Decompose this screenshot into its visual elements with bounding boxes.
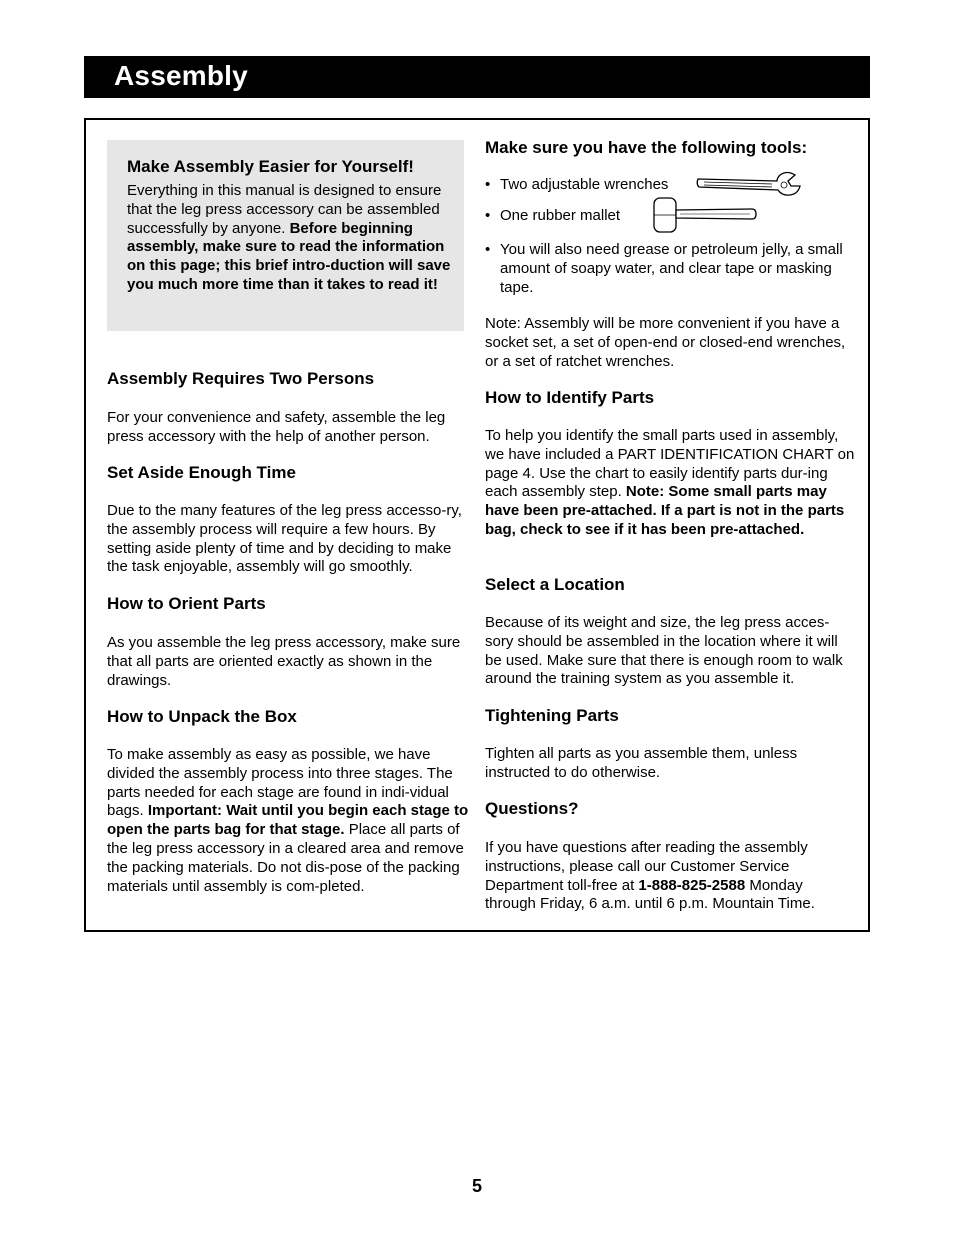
section-heading-two-persons: Assembly Requires Two Persons xyxy=(107,369,375,388)
section-text-unpack-box: To make assembly as easy as possible, we have divided the assembly process into three stages. The parts needed for each stage are found in indi-vidual bags. Important: Wait until you begin each stage to open the parts bag for that stage. Place all parts of the leg press accessory in a cleared area and remove the packing materials. Do not dis-pose of the packing materials until assembly is com-pleted. xyxy=(107,746,469,895)
section-text-orient-parts: As you assemble the leg press accessory, make sure that all parts are oriented exactly as shown in the drawings. xyxy=(107,634,461,689)
callout-title: Make Assembly Easier for Yourself! xyxy=(127,157,414,176)
page-number: 5 xyxy=(471,1176,482,1196)
tools-note: Note: Assembly will be more convenient if you have a socket set, a set of open-end or closed-end wrenches, or a set of ratchet wrenches. xyxy=(485,315,846,370)
section-heading-unpack-box: How to Unpack the Box xyxy=(107,707,297,726)
rubber-mallet-icon xyxy=(652,196,762,234)
tools-heading: Make sure you have the following tools: xyxy=(485,138,808,157)
section-heading-set-aside-time: Set Aside Enough Time xyxy=(107,463,296,482)
section-text-tightening: Tighten all parts as you assemble them, unless instructed to do otherwise. xyxy=(485,745,798,781)
section-text-set-aside-time: Due to the many features of the leg press accesso-ry, the assembly process will require a few hours. By setting aside plenty of time and by deciding to make the task enjoyable, assembly will go smoothly. xyxy=(107,502,462,576)
section-text-location: Because of its weight and size, the leg press acces-sory should be assembled in the location where it will be used. Make sure that there is enough room to walk around the training system as you assemble it. xyxy=(485,614,843,688)
tool-item-mallet: • One rubber mallet xyxy=(485,206,855,225)
section-heading-location: Select a Location xyxy=(485,575,625,594)
content-frame xyxy=(84,118,870,932)
section-text-questions: If you have questions after reading the assembly instructions, please call our Customer Service Department toll-free at 1-888-825-2588 Monday through Friday, 6 a.m. until 6 p.m. Mountain Time. xyxy=(485,839,815,913)
section-text-two-persons: For your convenience and safety, assemble the leg press accessory with the help of another person. xyxy=(107,409,446,445)
section-text-identify-parts: To help you identify the small parts used in assembly, we have included a PART IDENTIFICATION CHART on page 4. Use the chart to easily identify parts dur-ing each assembly step. Note: Some small parts may have been pre-attached. If a part is not in the parts bag, check to see if it has been pre-attached. xyxy=(485,427,855,538)
section-heading-identify-parts: How to Identify Parts xyxy=(485,388,655,407)
section-heading-questions: Questions? xyxy=(485,799,579,818)
tool-item-supplies: • You will also need grease or petroleum jelly, a small amount of soapy water, and clear tape or masking tape. xyxy=(485,241,843,296)
section-heading-tightening: Tightening Parts xyxy=(485,706,619,725)
tool-item-wrench: • Two adjustable wrenches xyxy=(485,175,855,194)
callout-text: Everything in this manual is designed to ensure that the leg press accessory can be assembled successfully by anyone. Before beginning assembly, make sure to read the information on this page; this brief intro-duction will save you much more time than it takes to read it! xyxy=(127,182,451,293)
section-heading-orient-parts: How to Orient Parts xyxy=(107,594,266,613)
page-title: Assembly xyxy=(114,60,248,91)
header-banner xyxy=(84,56,870,98)
tip-callout xyxy=(107,140,464,331)
